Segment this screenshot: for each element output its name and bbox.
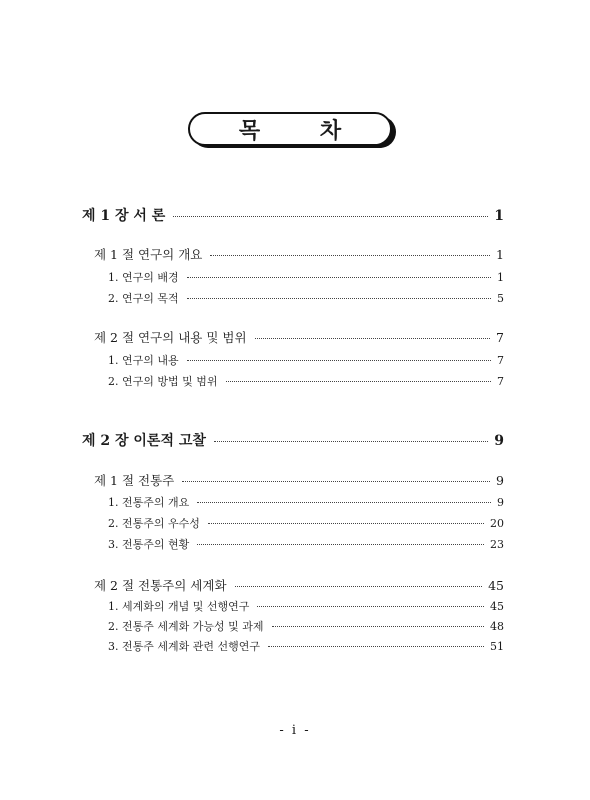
toc-item-1-2-2[interactable]	[108, 373, 504, 389]
page-title: 목 차	[238, 118, 368, 144]
toc-item-2-1-1[interactable]	[108, 494, 504, 510]
toc-page-number: 7	[497, 375, 504, 388]
toc-item-1-1-2[interactable]	[108, 290, 504, 306]
toc-chapter-2[interactable]	[82, 430, 504, 450]
toc-item-1-1-1[interactable]	[108, 269, 504, 285]
toc-section-1-2[interactable]	[94, 328, 504, 346]
toc-label: 1. 연구의 배경	[108, 271, 179, 284]
toc-label: 제 1 절 전통주	[94, 473, 175, 488]
dot-leader	[210, 255, 490, 256]
toc-section-2-1[interactable]	[94, 471, 504, 489]
toc-page-number: 7	[497, 354, 504, 367]
dot-leader	[255, 338, 491, 339]
dot-leader	[187, 277, 491, 278]
toc-page-number: 45	[488, 578, 504, 593]
toc-page-number: 9	[497, 496, 504, 509]
toc-page-number: 5	[497, 292, 504, 305]
toc-section-1-1[interactable]	[94, 245, 504, 263]
dot-leader	[173, 216, 488, 217]
toc-label: 2. 연구의 방법 및 범위	[108, 375, 218, 388]
toc-label: 3. 전통주 세계화 관련 선행연구	[108, 640, 260, 653]
toc-label: 1. 연구의 내용	[108, 354, 179, 367]
toc-item-2-1-2[interactable]	[108, 515, 504, 531]
toc-label: 제 2 절 전통주의 세계화	[94, 578, 227, 593]
dot-leader	[182, 481, 490, 482]
title-frame	[188, 112, 392, 146]
toc-label: 제 1 장 서 론	[82, 208, 166, 224]
toc-label: 2. 연구의 목적	[108, 292, 179, 305]
dot-leader	[235, 586, 483, 587]
dot-leader	[187, 298, 491, 299]
toc-page-number: 20	[490, 517, 504, 530]
dot-leader	[268, 646, 484, 647]
toc-label: 1. 전통주의 개요	[108, 496, 190, 509]
toc-item-2-2-1[interactable]	[108, 598, 504, 614]
toc-label: 2. 전통주 세계화 가능성 및 과제	[108, 620, 264, 633]
dot-leader	[272, 626, 485, 627]
toc-chapter-1[interactable]	[82, 205, 504, 225]
toc-page-number: 1	[496, 247, 504, 262]
dot-leader	[226, 381, 492, 382]
toc-item-2-2-2[interactable]	[108, 618, 504, 634]
toc-page-number: 1	[497, 271, 504, 284]
dot-leader	[197, 544, 484, 545]
dot-leader	[197, 502, 491, 503]
toc-page-number: 7	[496, 330, 504, 345]
toc-label: 제 1 절 연구의 개요	[94, 247, 203, 262]
dot-leader	[208, 523, 484, 524]
toc-label: 제 2 장 이론적 고찰	[82, 433, 206, 449]
dot-leader	[257, 606, 484, 607]
dot-leader	[187, 360, 491, 361]
toc-page-number: 1	[494, 208, 504, 224]
toc-item-2-2-3[interactable]	[108, 638, 504, 654]
dot-leader	[214, 441, 488, 442]
toc-page-number: 23	[490, 538, 504, 551]
toc-page-number: 45	[490, 600, 504, 613]
toc-label: 제 2 절 연구의 내용 및 범위	[94, 330, 247, 345]
toc-title-box	[188, 112, 400, 152]
page-footer-number: - i -	[279, 723, 311, 738]
toc-page-number: 48	[490, 620, 504, 633]
toc-label: 1. 세계화의 개념 및 선행연구	[108, 600, 250, 613]
toc-label: 3. 전통주의 현황	[108, 538, 190, 551]
toc-page-number: 9	[496, 473, 504, 488]
toc-item-2-1-3[interactable]	[108, 536, 504, 552]
toc-page-number: 9	[494, 433, 504, 449]
toc-section-2-2[interactable]	[94, 576, 504, 594]
toc-item-1-2-1[interactable]	[108, 352, 504, 368]
toc-page-number: 51	[490, 640, 504, 653]
toc-label: 2. 전통주의 우수성	[108, 517, 200, 530]
